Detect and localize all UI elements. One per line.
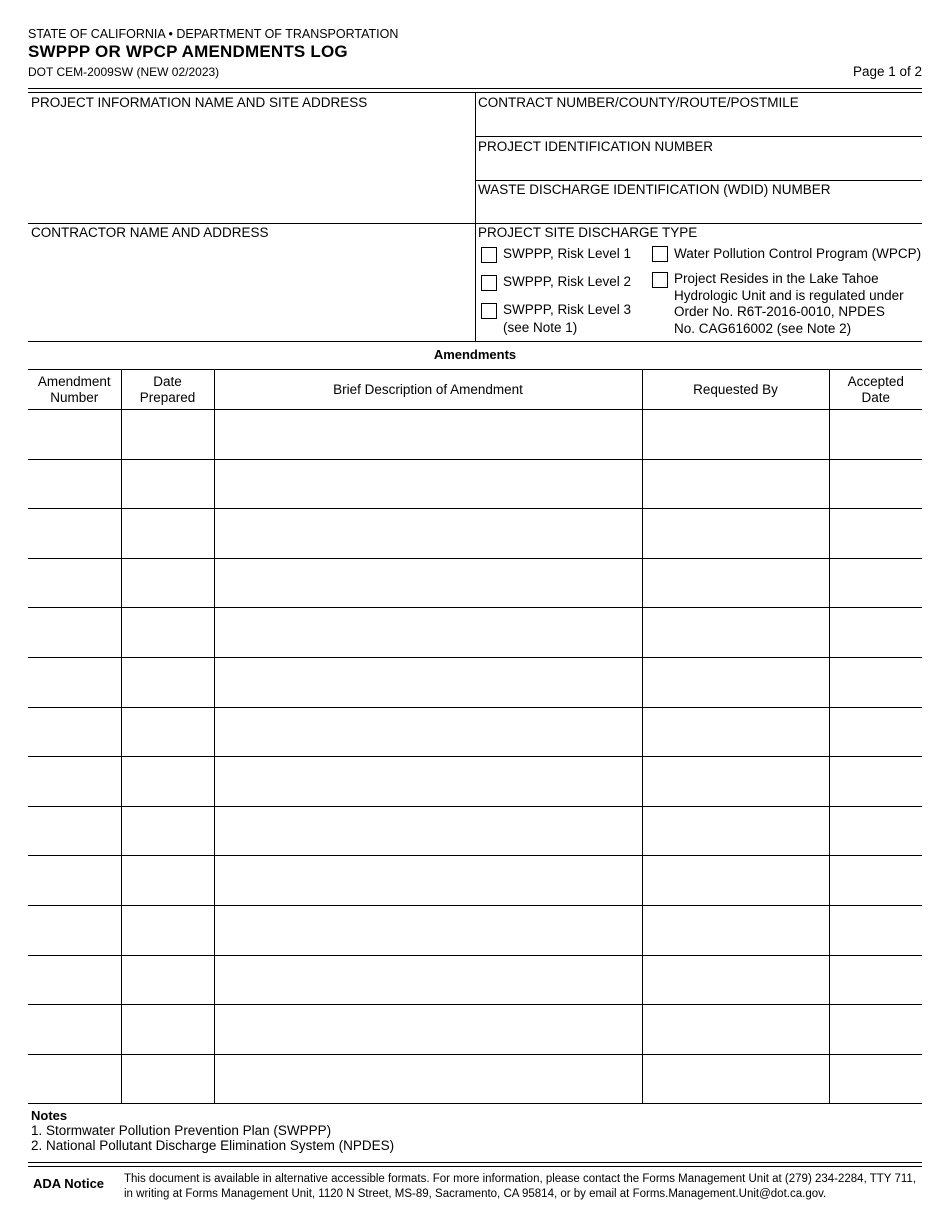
cell-requested-by[interactable] [642,1054,829,1104]
info-row-divider [28,223,475,224]
cell-date-prepared[interactable] [121,1005,214,1055]
cell-date-prepared[interactable] [121,905,214,955]
table-row [28,806,922,856]
page-number: Page 1 of 2 [852,64,922,79]
cell-requested-by[interactable] [642,657,829,707]
cell-requested-by[interactable] [642,608,829,658]
cell-accepted-date[interactable] [829,509,922,559]
risk-level-1-checkbox[interactable] [481,247,497,263]
risk-level-1-label: SWPPP, Risk Level 1 [503,246,632,261]
discharge-type-label: PROJECT SITE DISCHARGE TYPE [478,225,698,240]
col-requested-by: Requested By [642,370,829,410]
cell-description[interactable] [214,955,642,1005]
table-row [28,856,922,906]
cell-description[interactable] [214,608,642,658]
cell-accepted-date[interactable] [829,955,922,1005]
cell-amendment-number[interactable] [28,1054,121,1104]
cell-amendment-number[interactable] [28,558,121,608]
cell-requested-by[interactable] [642,955,829,1005]
table-row [28,608,922,658]
cell-accepted-date[interactable] [829,856,922,906]
cell-accepted-date[interactable] [829,707,922,757]
lake-tahoe-checkbox[interactable] [652,272,668,288]
wdid-field[interactable]: WASTE DISCHARGE IDENTIFICATION (WDID) NUMBER [478,182,831,197]
cell-date-prepared[interactable] [121,707,214,757]
cell-date-prepared[interactable] [121,1054,214,1104]
footer-rule [28,1162,922,1163]
cell-description[interactable] [214,1005,642,1055]
lake-tahoe-label-line2: Hydrologic Unit and is regulated under [674,288,904,303]
project-id-divider [475,180,922,181]
notes-title: Notes [31,1108,68,1123]
risk-level-3-label: SWPPP, Risk Level 3 [503,302,632,317]
cell-amendment-number[interactable] [28,707,121,757]
table-row [28,558,922,608]
cell-date-prepared[interactable] [121,509,214,559]
table-row [28,757,922,807]
cell-description[interactable] [214,905,642,955]
ada-notice-text: This document is available in alternative accessible formats. For more information, please contact the Forms Management Unit at (279) 234-2284, TTY 711, in writing at Forms Management Unit, 1120 N Street, MS-89, Sacramento, CA 95814, or by email at Forms.Management.Unit@dot.ca.gov. [124,1173,916,1200]
amendments-table [28,369,922,1104]
cell-amendment-number[interactable] [28,509,121,559]
cell-description[interactable] [214,410,642,460]
cell-amendment-number[interactable] [28,657,121,707]
cell-accepted-date[interactable] [829,459,922,509]
cell-accepted-date[interactable] [829,757,922,807]
cell-requested-by[interactable] [642,757,829,807]
cell-accepted-date[interactable] [829,806,922,856]
risk-level-2-checkbox[interactable] [481,275,497,291]
cell-accepted-date[interactable] [829,1054,922,1104]
cell-description[interactable] [214,856,642,906]
cell-requested-by[interactable] [642,459,829,509]
cell-amendment-number[interactable] [28,955,121,1005]
header-rule [28,88,922,89]
cell-requested-by[interactable] [642,410,829,460]
cell-description[interactable] [214,509,642,559]
risk-level-2-label: SWPPP, Risk Level 2 [503,274,632,289]
contractor-field[interactable]: CONTRACTOR NAME AND ADDRESS [31,225,269,240]
table-row [28,905,922,955]
form-title: SWPPP OR WPCP AMENDMENTS LOG [28,42,348,61]
cell-requested-by[interactable] [642,905,829,955]
wpcp-checkbox[interactable] [652,246,668,262]
cell-amendment-number[interactable] [28,856,121,906]
footer-rule-double [28,1166,922,1167]
risk-level-3-note: (see Note 1) [503,320,578,335]
cell-requested-by[interactable] [642,558,829,608]
table-row [28,1054,922,1104]
cell-amendment-number[interactable] [28,459,121,509]
cell-requested-by[interactable] [642,856,829,906]
cell-date-prepared[interactable] [121,955,214,1005]
cell-amendment-number[interactable] [28,1005,121,1055]
cell-date-prepared[interactable] [121,410,214,460]
project-info-field[interactable]: PROJECT INFORMATION NAME AND SITE ADDRESS [31,95,368,110]
cell-description[interactable] [214,558,642,608]
table-row [28,410,922,460]
lake-tahoe-label-line1: Project Resides in the Lake Tahoe [674,271,879,286]
col-amendment-number: Amendment Number [28,370,121,410]
col-description: Brief Description of Amendment [214,370,642,410]
col-accepted-date: Accepted Date [829,370,922,410]
cell-date-prepared[interactable] [121,856,214,906]
cell-amendment-number[interactable] [28,757,121,807]
form-number: DOT CEM-2009SW (NEW 02/2023) [28,65,220,79]
note-1: 1. Stormwater Pollution Prevention Plan (SWPPP) [31,1123,332,1138]
cell-description[interactable] [214,757,642,807]
info-divider [475,93,476,341]
cell-accepted-date[interactable] [829,905,922,955]
table-row [28,657,922,707]
table-row [28,509,922,559]
ada-notice-label: ADA Notice [33,1176,105,1191]
wdid-divider [475,223,922,224]
cell-date-prepared[interactable] [121,757,214,807]
contract-divider [475,136,922,137]
lake-tahoe-label-line3: Order No. R6T-2016-0010, NPDES [674,304,885,319]
note-2: 2. National Pollutant Discharge Elimination System (NPDES) [31,1138,395,1153]
cell-accepted-date[interactable] [829,558,922,608]
cell-amendment-number[interactable] [28,905,121,955]
agency-header: STATE OF CALIFORNIA • DEPARTMENT OF TRANSPORTATION [28,27,399,41]
cell-date-prepared[interactable] [121,608,214,658]
table-row [28,1005,922,1055]
cell-description[interactable] [214,459,642,509]
cell-amendment-number[interactable] [28,806,121,856]
contract-number-field[interactable]: CONTRACT NUMBER/COUNTY/ROUTE/POSTMILE [478,95,799,110]
cell-date-prepared[interactable] [121,657,214,707]
cell-requested-by[interactable] [642,1005,829,1055]
cell-requested-by[interactable] [642,707,829,757]
cell-requested-by[interactable] [642,806,829,856]
cell-date-prepared[interactable] [121,806,214,856]
cell-accepted-date[interactable] [829,657,922,707]
risk-level-3-checkbox[interactable] [481,303,497,319]
cell-description[interactable] [214,806,642,856]
project-id-field[interactable]: PROJECT IDENTIFICATION NUMBER [478,139,714,154]
table-header-row [28,370,922,410]
table-row [28,707,922,757]
cell-accepted-date[interactable] [829,608,922,658]
cell-accepted-date[interactable] [829,410,922,460]
amendments-title: Amendments [433,347,517,362]
project-info-section [28,93,922,342]
lake-tahoe-label-line4: No. CAG616002 (see Note 2) [674,321,852,336]
cell-description[interactable] [214,657,642,707]
cell-description[interactable] [214,1054,642,1104]
col-date-prepared: Date Prepared [121,370,214,410]
table-row [28,459,922,509]
cell-accepted-date[interactable] [829,1005,922,1055]
cell-date-prepared[interactable] [121,459,214,509]
cell-date-prepared[interactable] [121,558,214,608]
cell-amendment-number[interactable] [28,410,121,460]
wpcp-label: Water Pollution Control Program (WPCP) [674,246,922,261]
cell-description[interactable] [214,707,642,757]
cell-requested-by[interactable] [642,509,829,559]
cell-amendment-number[interactable] [28,608,121,658]
table-row [28,955,922,1005]
